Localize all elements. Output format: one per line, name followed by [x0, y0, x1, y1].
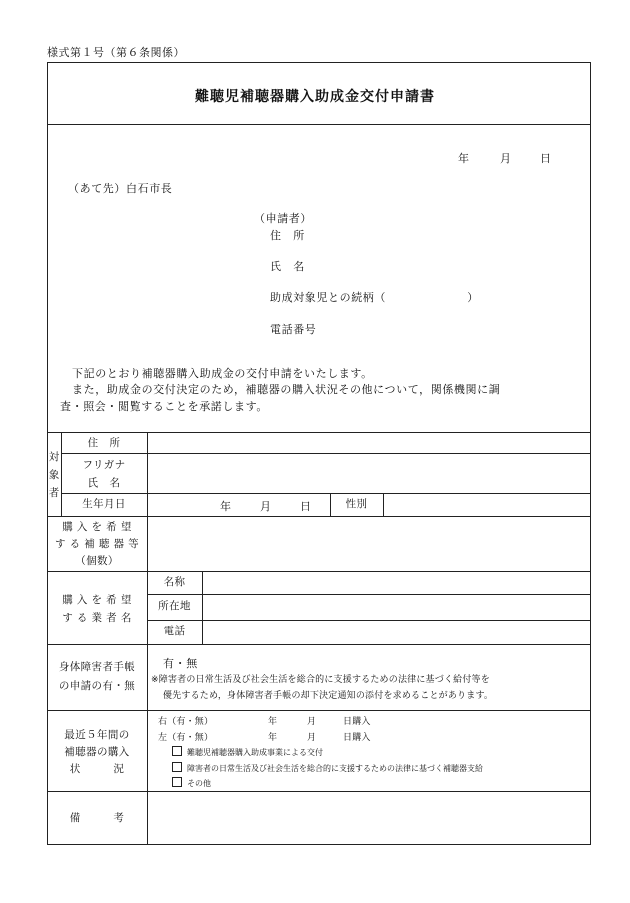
row-line	[47, 516, 591, 517]
device-label-2: す る 補 聴 器 等	[54, 538, 140, 550]
disability-label-1: 身体障害者手帳	[58, 661, 136, 673]
history-left: 左（有・無）	[158, 733, 214, 743]
title-divider	[47, 124, 591, 125]
vendor-label-1: 購 入 を 希 望	[62, 594, 132, 606]
vendor-label-2: す る 業 者 名	[62, 612, 132, 624]
disability-value: 有・無	[163, 657, 198, 670]
subject-furigana-label: フリガナ	[82, 459, 126, 471]
history-right-year: 年	[268, 717, 278, 727]
disability-note-2: 優先するため，身体障害者手帳の却下決定通知の添付を求めることがあります。	[163, 691, 494, 701]
table-top-line	[47, 432, 591, 433]
row-line	[61, 493, 591, 494]
device-label-3: （個数）	[75, 555, 119, 567]
vendor-name-label: 名称	[163, 576, 186, 588]
history-option-2-label: 障害者の日常生活及び社会生活を総合的に支援するための法律に基づく補聴器支給	[187, 764, 483, 773]
applicant-relation-label: 助成対象児との続柄（ ）	[270, 291, 479, 304]
applicant-phone-label: 電話番号	[270, 323, 317, 336]
applicant-address-label: 住 所	[270, 229, 305, 242]
history-left-year: 年	[268, 733, 278, 743]
date-day: 日	[540, 152, 552, 165]
row-line	[147, 594, 591, 595]
applicant-name-label: 氏 名	[270, 260, 305, 273]
subject-address-label: 住 所	[87, 437, 121, 449]
vendor-phone-label: 電話	[163, 625, 186, 637]
history-left-day: 日購入	[343, 733, 371, 743]
checkbox[interactable]	[172, 777, 182, 787]
row-line	[47, 710, 591, 711]
statement-line2: また，助成金の交付決定のため，補聴器の購入状況その他について，関係機関に調	[72, 383, 501, 396]
history-option-3-label: その他	[187, 779, 211, 788]
page-title: 難聴児補聴器購入助成金交付申請書	[195, 89, 435, 105]
row-line	[47, 644, 591, 645]
birth-day: 日	[300, 500, 312, 513]
subject-birthdate-label: 生年月日	[82, 498, 126, 510]
row-line	[47, 791, 591, 792]
birth-year: 年	[220, 500, 232, 513]
row-line	[47, 571, 591, 572]
history-right-month: 月	[307, 717, 317, 727]
disability-label-2: の申請の有・無	[58, 680, 136, 692]
date-month: 月	[500, 152, 512, 165]
history-left-month: 月	[307, 733, 317, 743]
remarks-label: 備 考	[69, 812, 125, 824]
history-label-1: 最近５年間の	[64, 729, 130, 741]
device-label-1: 購 入 を 希 望	[62, 521, 132, 533]
history-label-3: 状 況	[69, 763, 125, 775]
history-label-2: 補聴器の購入	[64, 746, 130, 758]
vendor-location-label: 所在地	[158, 600, 191, 612]
history-option-1[interactable]	[172, 746, 323, 758]
checkbox[interactable]	[172, 746, 182, 756]
applicant-heading: （申請者）	[254, 212, 312, 225]
statement-line1: 下記のとおり補聴器購入助成金の交付申請をいたします。	[72, 367, 373, 380]
addressee: （あて先）白石市長	[68, 182, 173, 195]
form-number: 様式第１号（第６条関係）	[47, 46, 185, 59]
disability-note-1: ※障害者の日常生活及び社会生活を総合的に支援するための法律に基づく給付等を	[151, 675, 490, 685]
history-option-2[interactable]	[172, 762, 483, 774]
row-line	[147, 620, 591, 621]
history-option-3[interactable]	[172, 777, 211, 789]
birth-month: 月	[260, 500, 272, 513]
history-option-1-label: 難聴児補聴器購入助成事業による交付	[187, 748, 323, 757]
statement-line3: 査・照会・閲覧することを承諾します。	[60, 400, 268, 413]
date-year: 年	[458, 152, 470, 165]
row-line	[61, 453, 591, 454]
col-line	[202, 571, 203, 644]
col-line	[383, 493, 384, 516]
history-right: 右（有・無）	[158, 717, 214, 727]
subject-name-label: 氏 名	[87, 477, 121, 489]
subject-group-label: 対象者	[48, 451, 60, 499]
sex-label: 性別	[345, 498, 368, 510]
checkbox[interactable]	[172, 762, 182, 772]
history-right-day: 日購入	[343, 717, 371, 727]
